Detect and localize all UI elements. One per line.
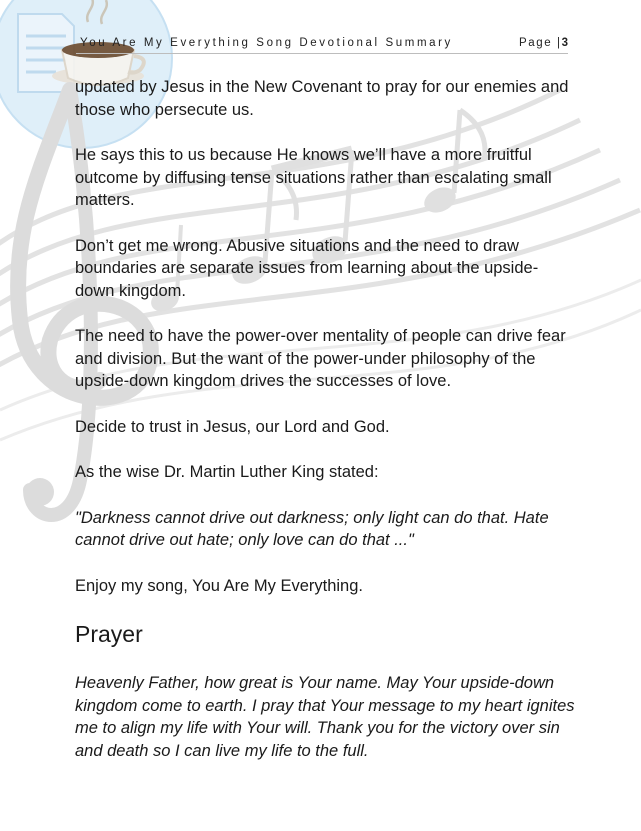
- paragraph: He says this to us because He knows we’ll have a more fruitful outcome by diffusing tense situations rather than escalating small matters.: [75, 146, 552, 209]
- header-divider: [76, 53, 568, 54]
- prayer-text: Heavenly Father, how great is Your name. May Your upside-down kingdom come to earth. I pray that Your message to my heart ignites me to align my life with Your will. Thank you for the victory over sin and death so I can live my life to the full.: [75, 674, 575, 760]
- paragraph: updated by Jesus in the New Covenant to pray for our enemies and those who persecute us.: [75, 78, 569, 119]
- page-number-label: [519, 37, 568, 49]
- document-title: You Are My Everything Song Devotional Summary: [80, 37, 453, 49]
- paragraph: Don’t get me wrong. Abusive situations and the need to draw boundaries are separate issues from learning about the upside-down kingdom.: [75, 236, 539, 300]
- document-body: [75, 76, 575, 785]
- paragraph: Decide to trust in Jesus, our Lord and God.: [75, 417, 390, 436]
- paragraph: As the wise Dr. Martin Luther King stated:: [75, 463, 379, 481]
- closing-line: Enjoy my song, You Are My Everything.: [75, 576, 363, 595]
- quotation: "Darkness cannot drive out darkness; only light can do that. Hate cannot drive out hate; only love can do that ...": [75, 508, 549, 549]
- page-number: 3: [561, 37, 568, 49]
- page-label: Page |: [518, 37, 562, 49]
- page-header: [80, 37, 568, 49]
- paragraph: The need to have the power-over mentality of people can drive fear and division. But the want of the power-under philosophy of the upside-down kingdom drives the successes of love.: [75, 327, 566, 390]
- prayer-heading: Prayer: [75, 621, 143, 647]
